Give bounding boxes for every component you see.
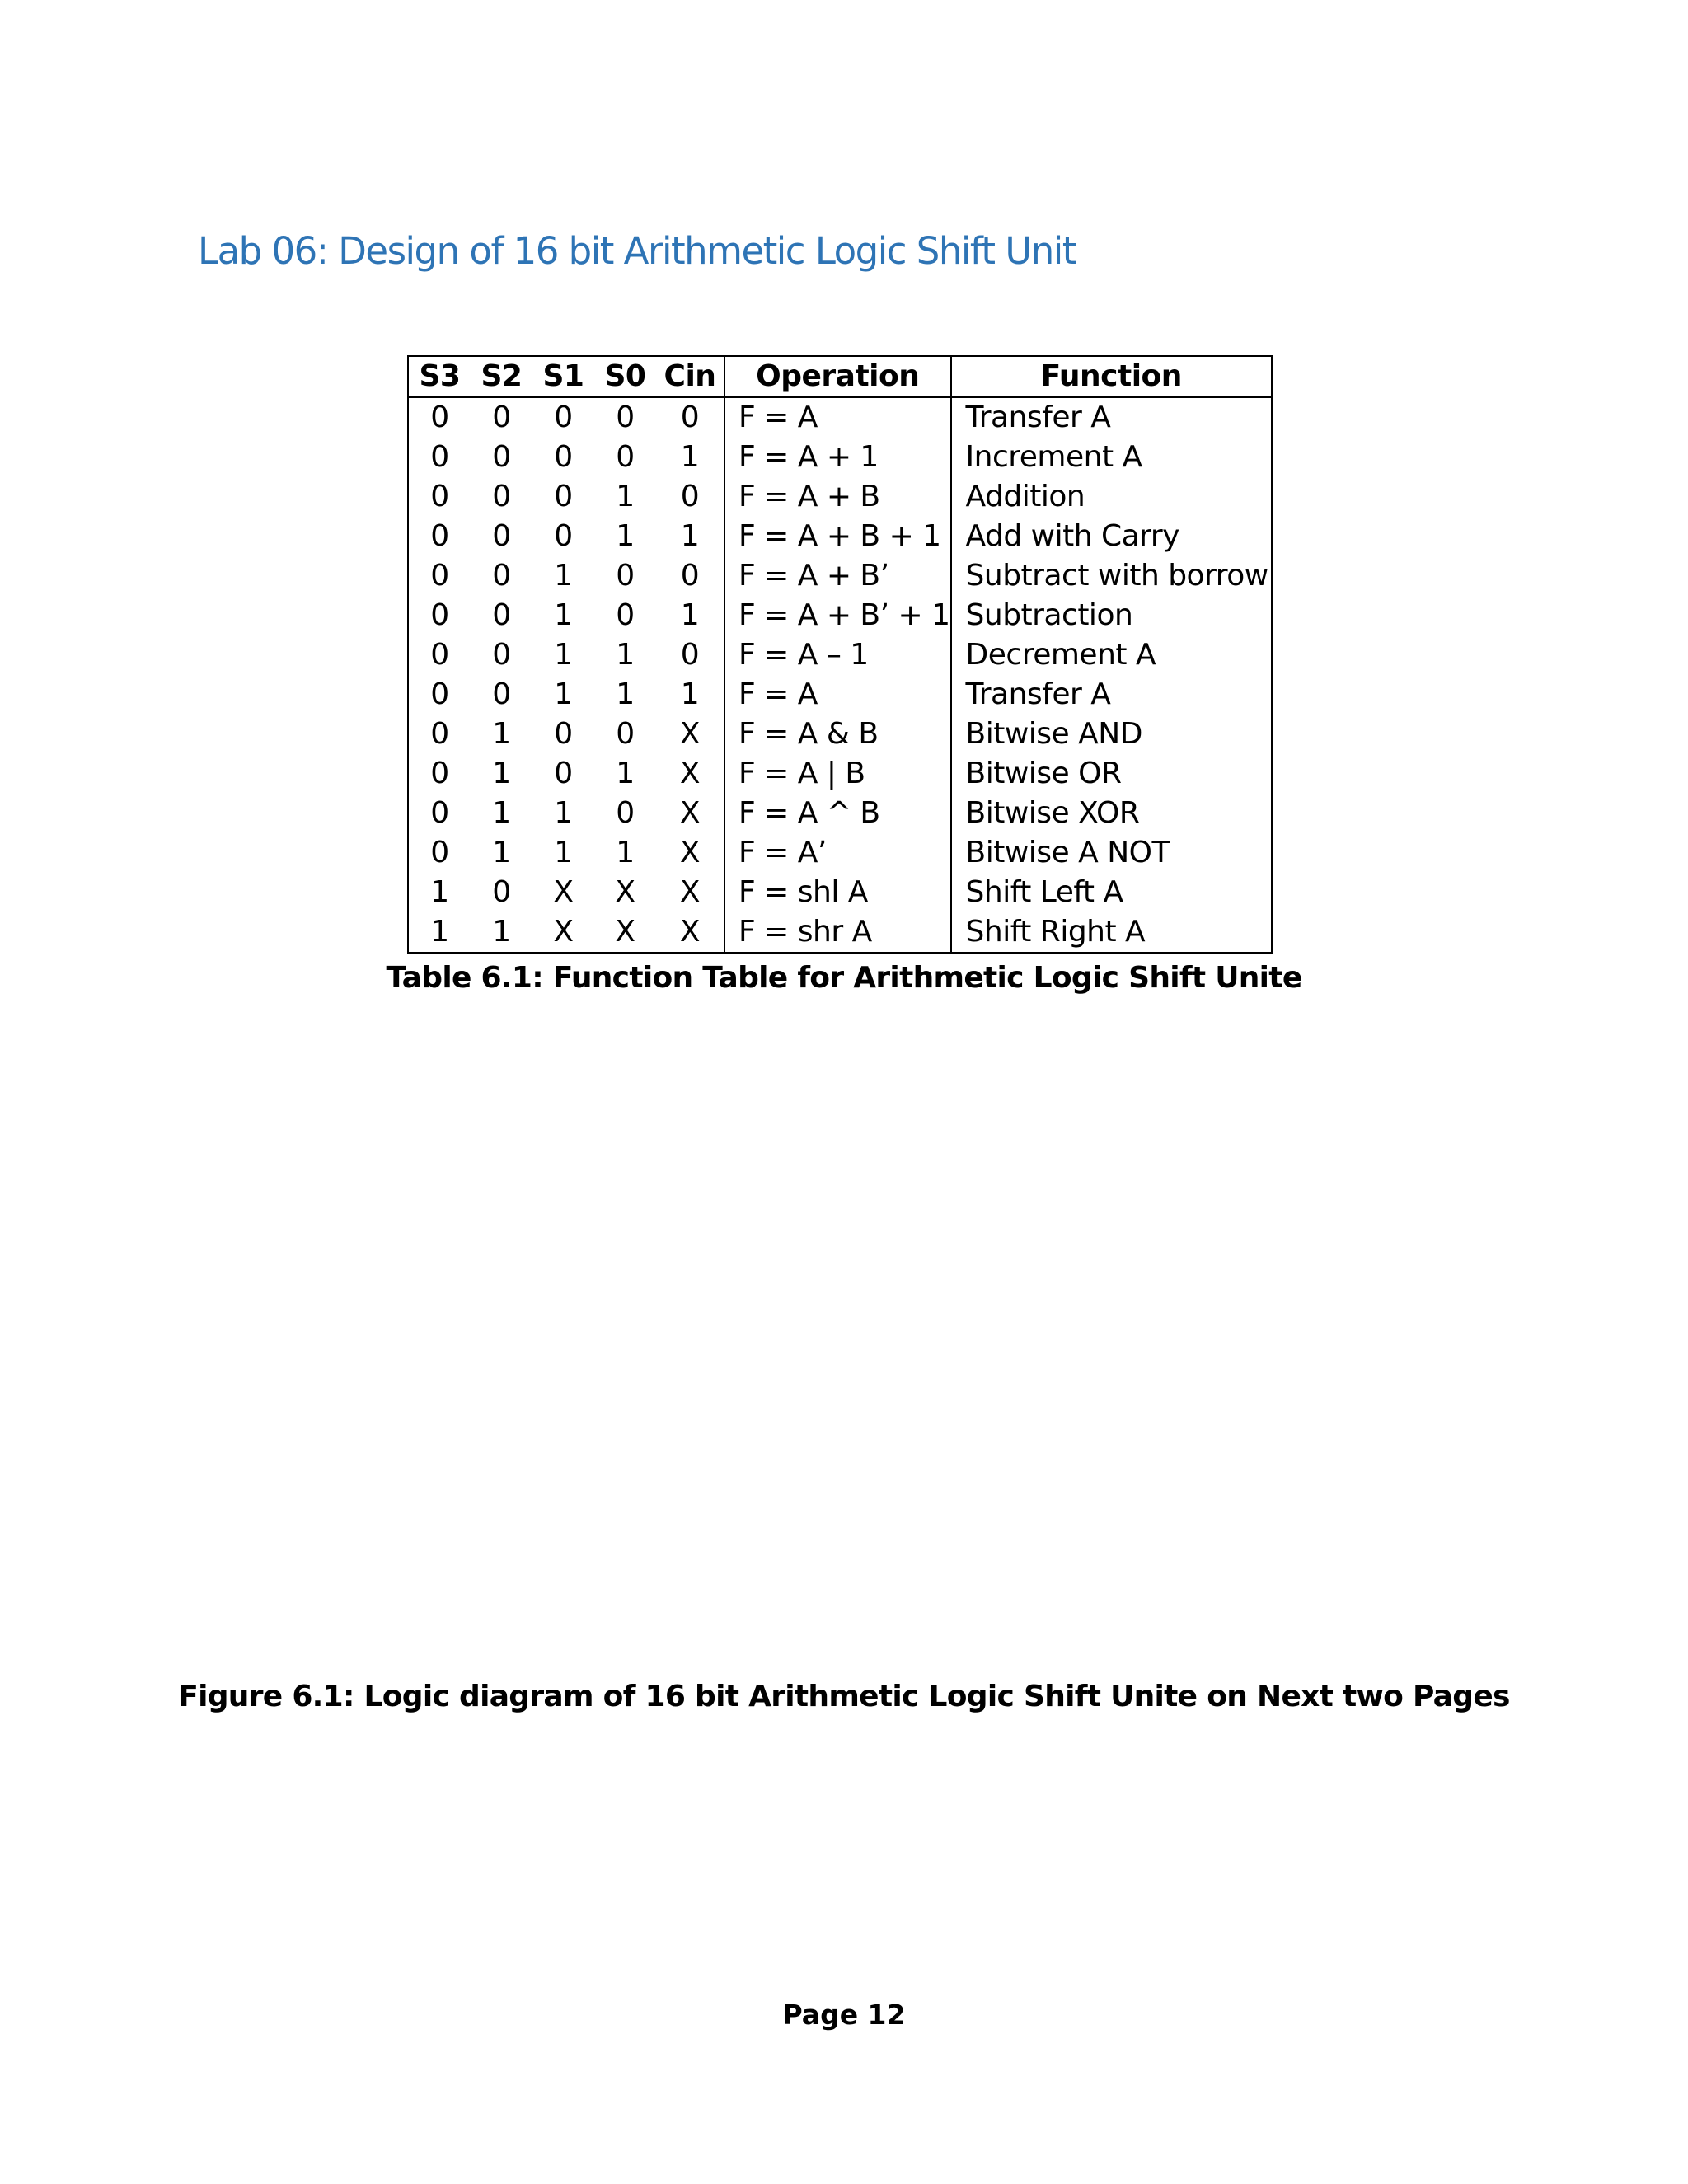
table-row [408, 715, 1272, 754]
cell-function: Subtract with borrow [965, 559, 1268, 593]
cell-operation: F = A [724, 675, 951, 715]
cell-s2: 0 [492, 401, 511, 434]
cell-s3: 1 [430, 915, 449, 949]
table-row [408, 675, 1272, 715]
cell-operation: F = A + B’ [724, 556, 951, 596]
cell-s2: 1 [492, 796, 511, 830]
cell-cin: 0 [656, 635, 724, 675]
cell-cin: X [656, 833, 724, 873]
table-row [408, 556, 1272, 596]
cell-operation: F = A [724, 397, 951, 438]
cell-s3: 0 [430, 757, 449, 790]
cell-function: Subtraction [965, 598, 1133, 632]
cell-function: Transfer A [965, 401, 1111, 434]
cell-s3: 0 [430, 519, 449, 553]
page-heading: Lab 06: Design of 16 bit Arithmetic Logic Shift Unit [198, 229, 1076, 273]
cell-s3: 0 [430, 677, 449, 711]
header-s1: S1 [542, 359, 584, 393]
table-row [408, 477, 1272, 517]
cell-s1: 0 [554, 401, 573, 434]
cell-s3: 0 [430, 598, 449, 632]
cell-cin: X [656, 794, 724, 833]
cell-s1: 1 [554, 836, 573, 869]
cell-s0: 1 [616, 519, 635, 553]
cell-cin: X [656, 912, 724, 953]
cell-operation: F = A + B’ + 1 [724, 596, 951, 635]
cell-cin: 0 [656, 397, 724, 438]
cell-s1: 1 [554, 796, 573, 830]
cell-s3: 0 [430, 559, 449, 593]
cell-s2: 0 [492, 559, 511, 593]
cell-s0: 1 [616, 836, 635, 869]
cell-s1: 1 [554, 677, 573, 711]
cell-s3: 0 [430, 638, 449, 672]
cell-operation: F = A & B [724, 715, 951, 754]
cell-operation: F = A – 1 [724, 635, 951, 675]
table-row [408, 833, 1272, 873]
table-caption: Table 6.1: Function Table for Arithmetic Logic Shift Unite [386, 961, 1302, 995]
header-s0: S0 [604, 359, 646, 393]
header-function: Function [1040, 359, 1182, 393]
cell-s0: 0 [616, 559, 635, 593]
cell-s3: 0 [430, 796, 449, 830]
table-row [408, 873, 1272, 912]
header-cin: Cin [656, 356, 724, 397]
cell-s1: 1 [554, 598, 573, 632]
cell-cin: X [656, 873, 724, 912]
header-s2: S2 [481, 359, 523, 393]
cell-s2: 0 [492, 875, 511, 909]
cell-function: Shift Left A [965, 875, 1123, 909]
cell-s1: 0 [554, 757, 573, 790]
cell-s1: 1 [554, 638, 573, 672]
figure-caption: Figure 6.1: Logic diagram of 16 bit Arithmetic Logic Shift Unite on Next two Pages [178, 1680, 1510, 1713]
cell-cin: X [656, 715, 724, 754]
cell-operation: F = shr A [724, 912, 951, 953]
cell-function: Bitwise XOR [965, 796, 1140, 830]
cell-s2: 1 [492, 717, 511, 751]
cell-s1: 0 [554, 440, 573, 474]
cell-s0: 0 [616, 440, 635, 474]
cell-s1: X [553, 915, 574, 949]
cell-s0: X [615, 915, 635, 949]
cell-s2: 0 [492, 519, 511, 553]
cell-s2: 0 [492, 480, 511, 513]
cell-s1: 0 [554, 717, 573, 751]
cell-s2: 0 [492, 638, 511, 672]
cell-function: Decrement A [965, 638, 1156, 672]
cell-cin: 1 [656, 517, 724, 556]
cell-cin: 0 [656, 477, 724, 517]
cell-function: Transfer A [965, 677, 1111, 711]
cell-operation: F = A ^ B [724, 794, 951, 833]
header-operation: Operation [724, 356, 951, 397]
cell-operation: F = A + B [724, 477, 951, 517]
cell-s0: 1 [616, 638, 635, 672]
cell-function: Increment A [965, 440, 1142, 474]
cell-operation: F = shl A [724, 873, 951, 912]
cell-operation: F = A | B [724, 754, 951, 794]
table-row [408, 912, 1272, 953]
page-number: Page 12 [782, 1999, 906, 2031]
cell-s2: 0 [492, 440, 511, 474]
function-table [407, 355, 1273, 954]
cell-function: Add with Carry [965, 519, 1179, 553]
cell-s3: 0 [430, 401, 449, 434]
cell-s0: 0 [616, 598, 635, 632]
cell-s2: 0 [492, 598, 511, 632]
cell-s3: 1 [430, 875, 449, 909]
table-row [408, 754, 1272, 794]
cell-function: Bitwise A NOT [965, 836, 1170, 869]
cell-cin: 1 [656, 438, 724, 477]
table-row [408, 635, 1272, 675]
cell-s2: 1 [492, 757, 511, 790]
cell-operation: F = A’ [724, 833, 951, 873]
cell-s0: 0 [616, 796, 635, 830]
cell-s3: 0 [430, 480, 449, 513]
cell-s2: 0 [492, 677, 511, 711]
cell-s3: 0 [430, 717, 449, 751]
cell-operation: F = A + B + 1 [724, 517, 951, 556]
table-row [408, 794, 1272, 833]
cell-cin: X [656, 754, 724, 794]
cell-function: Bitwise OR [965, 757, 1122, 790]
table-row [408, 438, 1272, 477]
cell-function: Addition [965, 480, 1085, 513]
cell-s0: 1 [616, 677, 635, 711]
cell-cin: 1 [656, 675, 724, 715]
cell-s0: 1 [616, 757, 635, 790]
cell-function: Bitwise AND [965, 717, 1142, 751]
cell-cin: 1 [656, 596, 724, 635]
header-s3: S3 [419, 359, 461, 393]
cell-s1: X [553, 875, 574, 909]
cell-s3: 0 [430, 440, 449, 474]
table-row [408, 397, 1272, 438]
table-header-row [408, 356, 1272, 397]
table-row [408, 596, 1272, 635]
cell-cin: 0 [656, 556, 724, 596]
cell-s1: 0 [554, 480, 573, 513]
table-row [408, 517, 1272, 556]
cell-s0: 0 [616, 401, 635, 434]
cell-s3: 0 [430, 836, 449, 869]
cell-s1: 0 [554, 519, 573, 553]
cell-operation: F = A + 1 [724, 438, 951, 477]
cell-s0: 1 [616, 480, 635, 513]
cell-s2: 1 [492, 836, 511, 869]
cell-function: Shift Right A [965, 915, 1146, 949]
cell-s0: X [615, 875, 635, 909]
cell-s1: 1 [554, 559, 573, 593]
cell-s0: 0 [616, 717, 635, 751]
cell-s2: 1 [492, 915, 511, 949]
